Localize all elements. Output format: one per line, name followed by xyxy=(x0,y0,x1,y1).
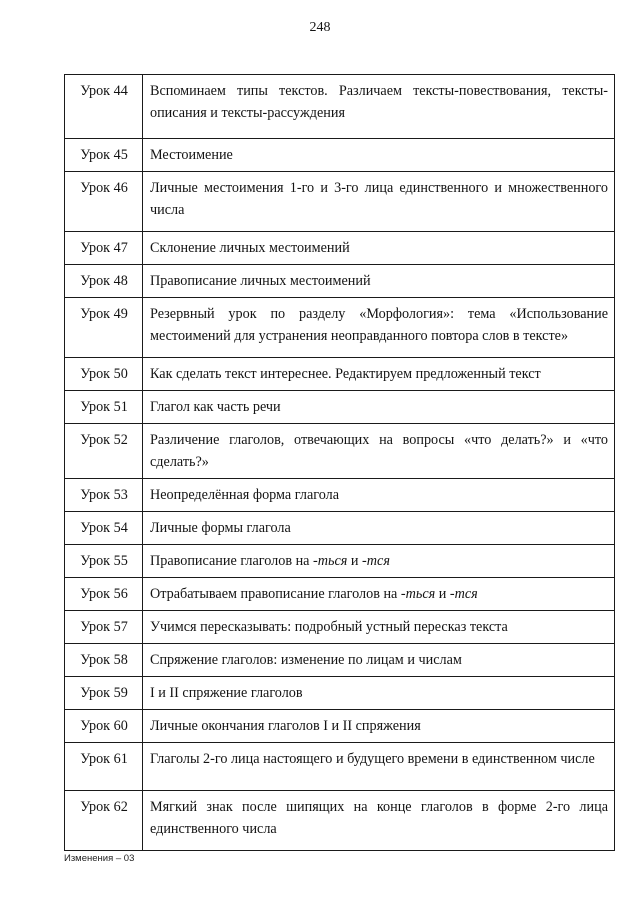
table-row xyxy=(65,710,615,743)
topic-text: Правописание глаголов на xyxy=(150,553,314,569)
table-row xyxy=(65,391,615,424)
lesson-topic: Личные формы глагола xyxy=(143,512,615,545)
table-row xyxy=(65,791,615,851)
table-row xyxy=(65,172,615,232)
table-row xyxy=(65,545,615,578)
lesson-number: Урок 60 xyxy=(65,710,143,743)
lesson-number: Урок 61 xyxy=(65,743,143,791)
lesson-topic: Неопределённая форма глагола xyxy=(143,479,615,512)
table-row xyxy=(65,578,615,611)
topic-text: и xyxy=(435,586,450,602)
table-row xyxy=(65,358,615,391)
lesson-topic: Склонение личных местоимений xyxy=(143,232,615,265)
topic-text: и xyxy=(347,553,363,569)
page-number: 248 xyxy=(309,20,331,35)
lesson-topic: Местоимение xyxy=(143,139,615,172)
lesson-topic xyxy=(143,545,615,578)
table-row xyxy=(65,139,615,172)
lesson-topic: I и II спряжение глаголов xyxy=(143,677,615,710)
lesson-number: Урок 49 xyxy=(65,298,143,358)
lesson-number: Урок 47 xyxy=(65,232,143,265)
lesson-table xyxy=(64,74,615,851)
table-row xyxy=(65,424,615,479)
lesson-number: Урок 52 xyxy=(65,424,143,479)
lesson-number: Урок 51 xyxy=(65,391,143,424)
lesson-topic: Как сделать текст интереснее. Редактируем предложенный текст xyxy=(143,358,615,391)
lesson-number: Урок 44 xyxy=(65,75,143,139)
lesson-number: Урок 46 xyxy=(65,172,143,232)
verb-ending: -ться xyxy=(400,586,436,602)
lesson-topic: Вспоминаем типы текстов. Различаем тексты-повествования, тексты-описания и тексты-рассуждения xyxy=(143,75,615,139)
lesson-topic: Резервный урок по разделу «Морфология»: тема «Использование местоимений для устранения неоправданного повтора слов в тексте» xyxy=(143,298,615,358)
lesson-number: Урок 59 xyxy=(65,677,143,710)
lesson-topic: Учимся пересказывать: подробный устный пересказ текста xyxy=(143,611,615,644)
lesson-number: Урок 57 xyxy=(65,611,143,644)
verb-ending: -тся xyxy=(362,553,390,569)
lesson-number: Урок 48 xyxy=(65,265,143,298)
lesson-topic: Различение глаголов, отвечающих на вопросы «что делать?» и «что сделать?» xyxy=(143,424,615,479)
lesson-topic: Мягкий знак после шипящих на конце глаголов в форме 2-го лица единственного числа xyxy=(143,791,615,851)
verb-ending: -тся xyxy=(449,586,478,602)
table-row xyxy=(65,512,615,545)
table-row xyxy=(65,265,615,298)
lesson-topic: Правописание личных местоимений xyxy=(143,265,615,298)
lesson-number: Урок 54 xyxy=(65,512,143,545)
table-row xyxy=(65,677,615,710)
lesson-number: Урок 53 xyxy=(65,479,143,512)
lesson-number: Урок 56 xyxy=(65,578,143,611)
lesson-topic: Глаголы 2-го лица настоящего и будущего времени в единственном числе xyxy=(143,743,615,791)
verb-ending: -ться xyxy=(313,553,348,569)
footer-revision: Изменения – 03 xyxy=(64,853,135,864)
lesson-topic: Глагол как часть речи xyxy=(143,391,615,424)
lesson-number: Урок 45 xyxy=(65,139,143,172)
table-row xyxy=(65,644,615,677)
lesson-topic: Спряжение глаголов: изменение по лицам и числам xyxy=(143,644,615,677)
lesson-number: Урок 62 xyxy=(65,791,143,851)
topic-text: Отрабатываем правописание глаголов на xyxy=(150,586,401,602)
lesson-topic: Личные местоимения 1-го и 3-го лица единственного и множественного числа xyxy=(143,172,615,232)
table-row xyxy=(65,611,615,644)
lesson-number: Урок 55 xyxy=(65,545,143,578)
lesson-topic xyxy=(143,578,615,611)
table-row xyxy=(65,75,615,139)
table-row xyxy=(65,479,615,512)
lesson-number: Урок 58 xyxy=(65,644,143,677)
table-row xyxy=(65,298,615,358)
lesson-number: Урок 50 xyxy=(65,358,143,391)
table-row xyxy=(65,232,615,265)
table-row xyxy=(65,743,615,791)
lesson-topic: Личные окончания глаголов I и II спряжения xyxy=(143,710,615,743)
